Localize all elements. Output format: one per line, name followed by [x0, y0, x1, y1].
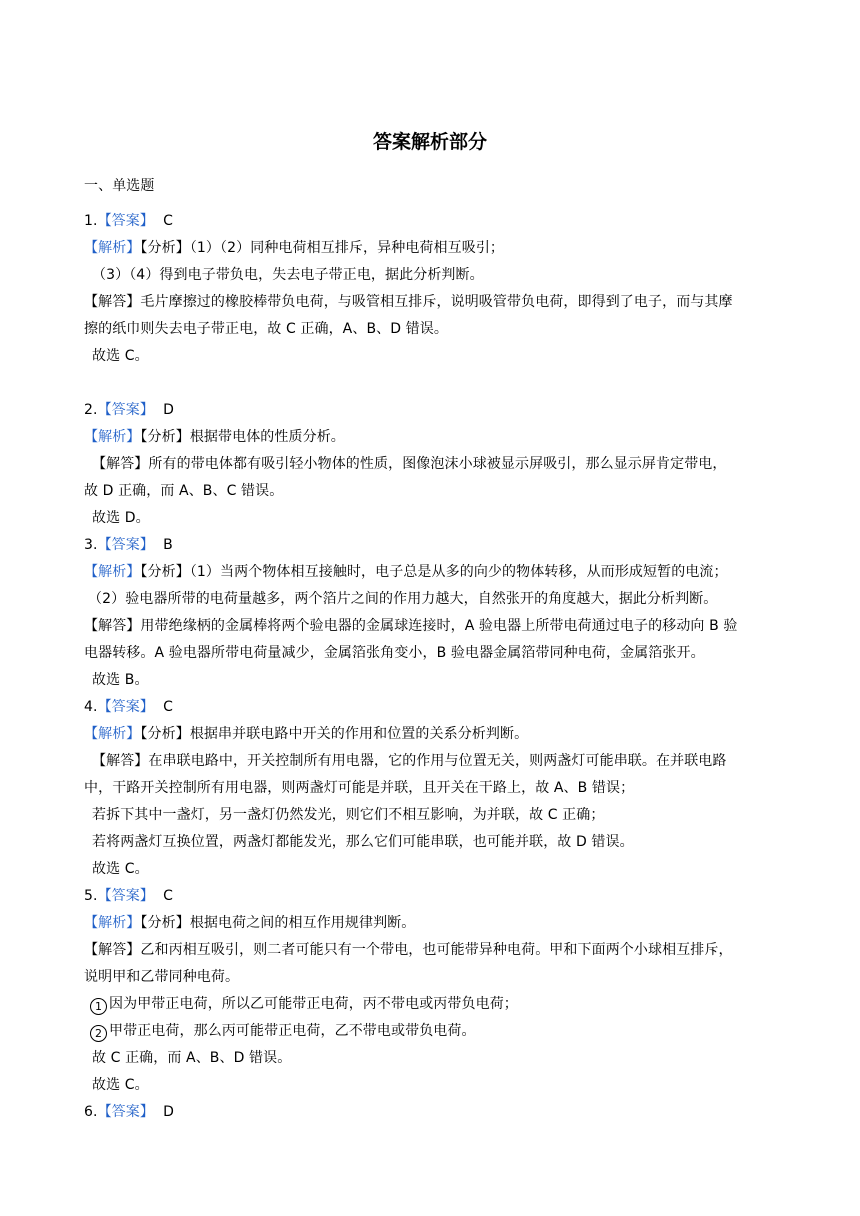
q5-jieda-1: 乙和丙相互吸引，则二者可能只有一个带电，也可能带异种电荷。甲和下面两个小球相互排斥，	[140, 942, 733, 958]
q5-jieda-3-line	[90, 993, 790, 1015]
q3-analysis-tag: 【解析】	[84, 564, 141, 580]
q2-analysis-tag: 【解析】	[84, 429, 141, 445]
q4-jieda-line	[92, 750, 792, 772]
q1-fenxi-line	[84, 237, 784, 259]
q4-answer-line	[84, 696, 784, 718]
q5-jieda-tag: 【解答】	[84, 942, 141, 958]
q1-analysis-tag: 【解析】	[84, 240, 141, 256]
q3-fenxi-line	[84, 561, 784, 583]
page-title: 答案解析部分	[372, 131, 487, 153]
circled-number-2: 2	[90, 1025, 107, 1042]
q2-number: 2.	[84, 402, 98, 418]
q2-jieda-1: 所有的带电体都有吸引轻小物体的性质，图像泡沫小球被显示屏吸引，那么显示屏肯定带电，	[148, 456, 727, 472]
section-heading: 一、单选题	[84, 178, 155, 194]
q4-analysis-tag: 【解析】	[84, 726, 141, 742]
q5-jieda-line	[84, 939, 784, 961]
q1-jieda-line	[84, 291, 784, 313]
q2-choose: 故选 D。	[92, 510, 150, 526]
q6-number: 6.	[84, 1104, 98, 1120]
q2-jieda-tag: 【解答】	[92, 456, 149, 472]
q2-answer-line	[84, 399, 784, 421]
q3-jieda-2: 电器转移。A 验电器所带电荷量减少，金属箔张角变小，B 验电器金属箔带同种电荷，金属箔张开。	[84, 645, 705, 661]
q2-answer: D	[163, 402, 174, 418]
q4-jieda-3: 若拆下其中一盏灯，另一盏灯仍然发光，则它们不相互影响，为并联，故 C 正确；	[92, 807, 605, 823]
q1-jieda-tag: 【解答】	[84, 294, 141, 310]
q5-jieda-2: 说明甲和乙带同种电荷。	[84, 969, 240, 985]
q5-fenxi-1: 根据电荷之间的相互作用规律判断。	[189, 915, 416, 931]
q3-number: 3.	[84, 537, 98, 553]
circled-number-1: 1	[90, 998, 107, 1015]
q2-fenxi-tag: 【分析】	[140, 429, 190, 445]
q1-number: 1.	[84, 213, 98, 229]
q3-fenxi-1: （1）当两个物体相互接触时，电子总是从多的向少的物体转移，从而形成短暂的电流；	[189, 564, 728, 580]
q4-fenxi-1: 根据串并联电路中开关的作用和位置的关系分析判断。	[189, 726, 529, 742]
q3-fenxi-tag: 【分析】	[140, 564, 190, 580]
q3-answer-tag: 【答案】	[97, 537, 154, 553]
q1-jieda-1: 毛片摩擦过的橡胶棒带负电荷，与吸管相互排斥，说明吸管带负电荷，即得到了电子，而与其摩	[140, 294, 733, 310]
q2-jieda-line	[92, 453, 792, 475]
q2-fenxi-1: 根据带电体的性质分析。	[189, 429, 345, 445]
q4-choose: 故选 C。	[92, 861, 149, 877]
q4-answer-tag: 【答案】	[97, 699, 154, 715]
q2-fenxi-line	[84, 426, 784, 448]
q4-jieda-1: 在串联电路中，开关控制所有用电器，它的作用与位置无关，则两盏灯可能串联。在并联电路	[148, 753, 727, 769]
q3-choose: 故选 B。	[92, 672, 149, 688]
q4-fenxi-line	[84, 723, 784, 745]
q5-number: 5.	[84, 888, 98, 904]
q4-number: 4.	[84, 699, 98, 715]
q3-jieda-tag: 【解答】	[84, 618, 141, 634]
q1-jieda-2: 擦的纸巾则失去电子带正电，故 C 正确，A、B、D 错误。	[84, 321, 448, 337]
q1-fenxi-tag: 【分析】	[140, 240, 190, 256]
q5-answer-tag: 【答案】	[97, 888, 154, 904]
q4-answer: C	[163, 699, 173, 715]
q1-choose: 故选 C。	[92, 348, 149, 364]
q6-answer-tag: 【答案】	[97, 1104, 154, 1120]
q5-choose: 故选 C。	[92, 1077, 149, 1093]
q4-jieda-2: 中，干路开关控制所有用电器，则两盏灯可能是并联，且开关在干路上，故 A、B 错误；	[84, 780, 635, 796]
q5-analysis-tag: 【解析】	[84, 915, 141, 931]
q1-answer-line	[84, 210, 784, 232]
q2-answer-tag: 【答案】	[97, 402, 154, 418]
q5-answer-line	[84, 885, 784, 907]
q5-answer: C	[163, 888, 173, 904]
q5-jieda-3: 因为甲带正电荷，所以乙可能带正电荷，丙不带电或丙带负电荷；	[109, 996, 518, 1012]
q1-answer-tag: 【答案】	[97, 213, 154, 229]
q2-jieda-2: 故 D 正确，而 A、B、C 错误。	[84, 483, 284, 499]
q4-fenxi-tag: 【分析】	[140, 726, 190, 742]
q1-fenxi-1: （1）（2）同种电荷相互排斥，异种电荷相互吸引；	[189, 240, 505, 256]
q3-answer: B	[163, 537, 173, 553]
q3-jieda-1: 用带绝缘柄的金属棒将两个验电器的金属球连接时，A 验电器上所带电荷通过电子的移动向 B 验	[140, 618, 738, 634]
q3-fenxi-2: （2）验电器所带的电荷量越多，两个箔片之间的作用力越大，自然张开的角度越大，据此分析判断。	[88, 591, 718, 607]
q6-answer: D	[163, 1104, 174, 1120]
q4-jieda-tag: 【解答】	[92, 753, 149, 769]
q6-answer-line	[84, 1101, 784, 1123]
q5-fenxi-tag: 【分析】	[140, 915, 190, 931]
q5-fenxi-line	[84, 912, 784, 934]
q3-jieda-line	[84, 615, 784, 637]
q5-jieda-5: 故 C 正确，而 A、B、D 错误。	[92, 1050, 292, 1066]
q5-jieda-4: 甲带正电荷，那么丙可能带正电荷，乙不带电或带负电荷。	[109, 1023, 476, 1039]
q4-jieda-4: 若将两盏灯互换位置，两盏灯都能发光，那么它们可能串联，也可能并联，故 D 错误。	[92, 834, 634, 850]
q3-answer-line	[84, 534, 784, 556]
q1-fenxi-2: （3）（4）得到电子带负电，失去电子带正电，据此分析判断。	[92, 267, 484, 283]
q1-answer: C	[163, 213, 173, 229]
q5-jieda-4-line	[90, 1020, 790, 1042]
